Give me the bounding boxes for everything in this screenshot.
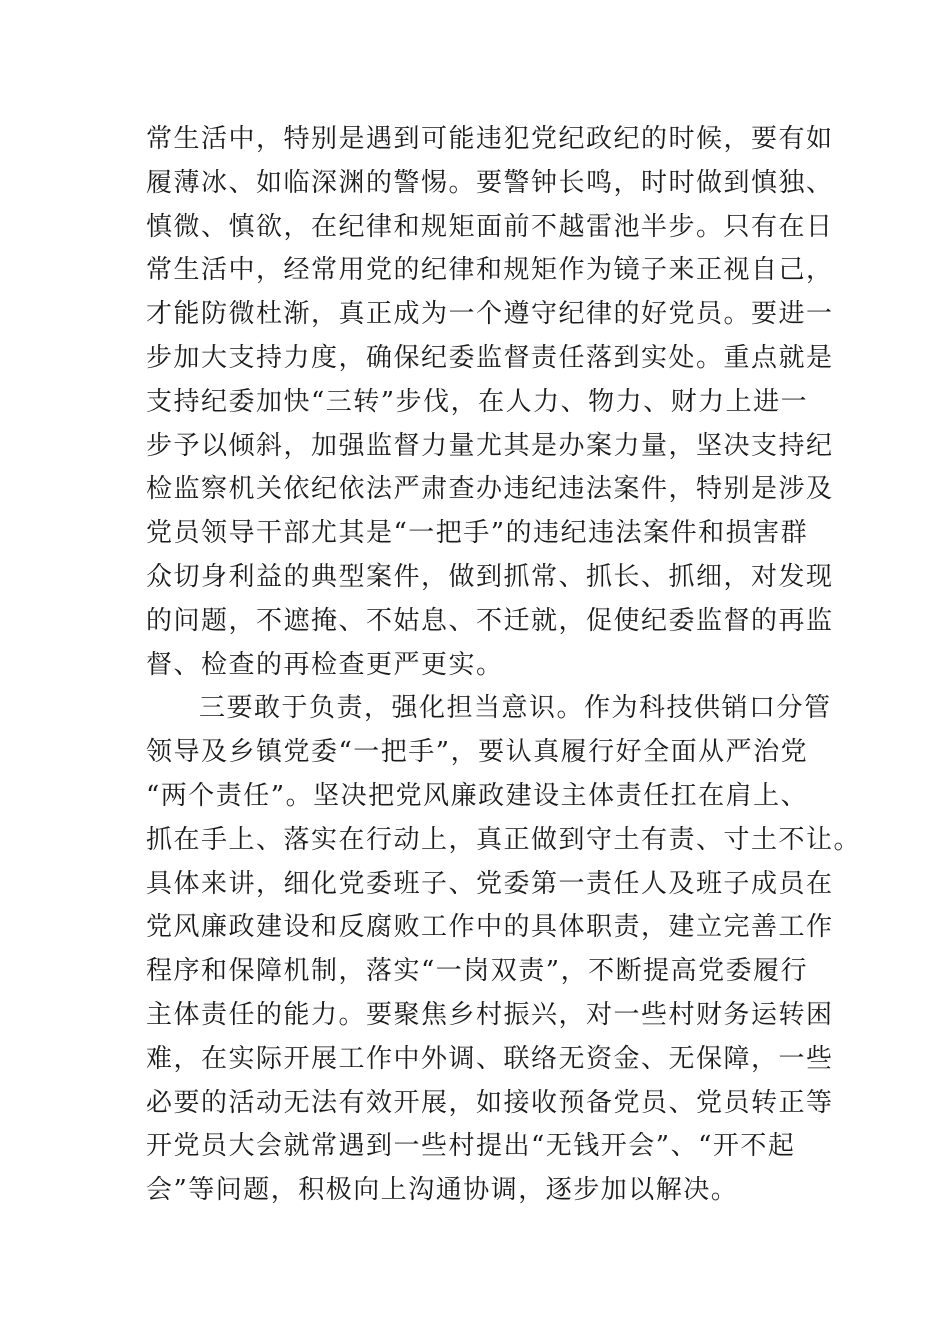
- text-line: 程序和保障机制，落实“一岗双责”，不断提高党委履行: [146, 956, 809, 987]
- text-line: 常生活中，特别是遇到可能违犯党纪政纪的时候，要有如: [146, 124, 834, 154]
- text-line: 领导及乡镇党委“一把手”，要认真履行好全面从严治党: [146, 737, 809, 768]
- text-line: 会”等问题，积极向上沟通协调，逐步加以解决。: [146, 1175, 739, 1206]
- text-line: 步加大支持力度，确保纪委监督责任落到实处。重点就是: [146, 342, 834, 373]
- text-line: 开党员大会就常遇到一些村提出“无钱开会”、“开不起: [146, 1131, 796, 1162]
- text-line: 的问题，不遮掩、不姑息、不迁就，促使纪委监督的再监: [146, 605, 834, 636]
- text-line-indented: 三要敢于负责，强化担当意识。作为科技供销口分管: [199, 693, 832, 724]
- text-line: 慎微、慎欲，在纪律和规矩面前不越雷池半步。只有在日: [146, 211, 834, 242]
- text-line: 常生活中，经常用党的纪律和规矩作为镜子来正视自己，: [146, 255, 834, 286]
- text-line: “两个责任”。坚决把党风廉政建设主体责任扛在肩上、: [146, 780, 809, 811]
- text-line: 主体责任的能力。要聚焦乡村振兴，对一些村财务运转困: [146, 999, 834, 1030]
- text-line: 党员领导干部尤其是“一把手”的违纪违法案件和损害群: [146, 518, 809, 549]
- text-line: 众切身利益的典型案件，做到抓常、抓长、抓细，对发现: [146, 561, 834, 592]
- document-body: [146, 118, 862, 1213]
- text-line: 检监察机关依纪依法严肃查办违纪违法案件，特别是涉及: [146, 474, 834, 505]
- paragraph-2: [146, 687, 862, 1213]
- text-line: 抓在手上、落实在行动上，真正做到守土有责、寸土不让。: [146, 824, 862, 855]
- text-line: 督、检查的再检查更严更实。: [146, 649, 504, 680]
- text-line: 履薄冰、如临深渊的警惕。要警钟长鸣，时时做到慎独、: [146, 167, 834, 198]
- text-line: 步予以倾斜，加强监督力量尤其是办案力量，坚决支持纪: [146, 430, 834, 461]
- text-line: 才能防微杜渐，真正成为一个遵守纪律的好党员。要进一: [146, 299, 834, 330]
- text-line: 支持纪委加快“三转”步伐，在人力、物力、财力上进一: [146, 386, 809, 417]
- text-line: 难，在实际开展工作中外调、联络无资金、无保障，一些: [146, 1043, 834, 1074]
- text-line: 党风廉政建设和反腐败工作中的具体职责，建立完善工作: [146, 912, 834, 943]
- text-line: 具体来讲，细化党委班子、党委第一责任人及班子成员在: [146, 868, 834, 899]
- paragraph-1: [146, 118, 834, 687]
- text-line: 必要的活动无法有效开展，如接收预备党员、党员转正等: [146, 1087, 834, 1118]
